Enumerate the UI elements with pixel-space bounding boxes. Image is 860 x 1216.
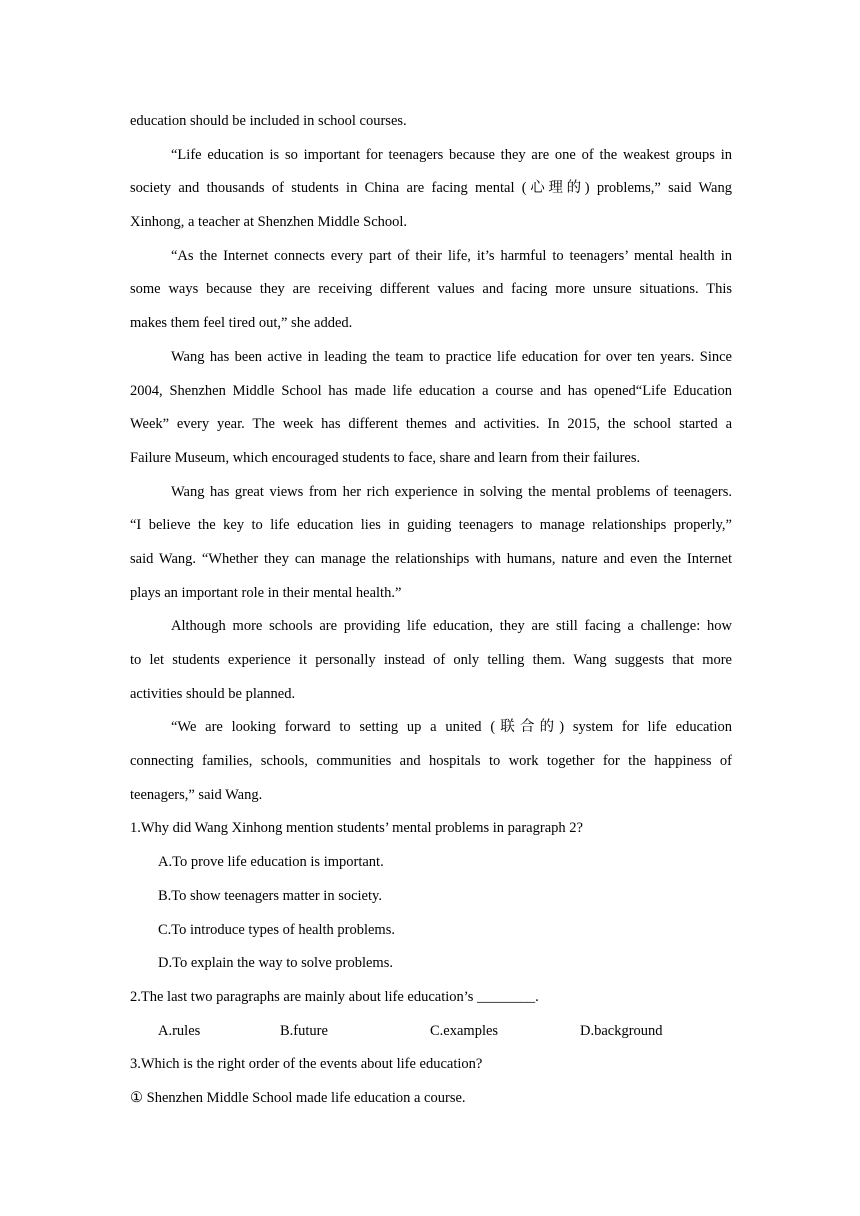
question-2-option-a: A.rules (158, 1022, 201, 1039)
question-2-option-b: B.future (280, 1022, 328, 1039)
question-3-item-1: ① Shenzhen Middle School made life education a course. (130, 1089, 466, 1106)
question-2-option-c: C.examples (430, 1022, 499, 1039)
paragraph-line: education should be included in school courses. (130, 113, 407, 129)
question-2-options (130, 1015, 732, 1049)
paragraph-line: plays an important role in their mental health.” (130, 584, 402, 601)
paragraph-line: Week” every year. The week has different themes and activities. In 2015, the school started a (130, 416, 732, 433)
document-page (130, 105, 732, 1116)
paragraph-line: Failure Museum, which encouraged students to face, share and learn from their failures. (130, 449, 641, 466)
paragraph-line: teenagers,” said Wang. (130, 786, 263, 803)
paragraph-line: Wang has great views from her rich experience in solving the mental problems of teenagers. (171, 483, 732, 500)
paragraph-line: makes them feel tired out,” she added. (130, 315, 353, 332)
question-1-option-b: B.To show teenagers matter in society. (158, 887, 382, 904)
paragraph-line: 2004, Shenzhen Middle School has made life education a course and has opened“Life Education (130, 382, 732, 399)
paragraph-line: said Wang. “Whether they can manage the relationships with humans, nature and even the Internet (130, 550, 732, 567)
paragraph-line: some ways because they are receiving different values and facing more unsure situations. This (130, 281, 732, 298)
question-1-option-c: C.To introduce types of health problems. (158, 921, 395, 938)
paragraph-line: “We are looking forward to setting up a united (联合的) system for life education (171, 719, 732, 736)
paragraph-line: “I believe the key to life education lies in guiding teenagers to manage relationships properly,” (130, 517, 732, 534)
paragraph-line: Wang has been active in leading the team to practice life education for over ten years. Since (171, 348, 732, 365)
question-1-stem: 1.Why did Wang Xinhong mention students’ mental problems in paragraph 2? (130, 820, 583, 837)
paragraph-line: to let students experience it personally instead of only telling them. Wang suggests that more (130, 652, 732, 668)
paragraph-line: Xinhong, a teacher at Shenzhen Middle School. (130, 214, 408, 231)
paragraph-line: connecting families, schools, communities and hospitals to work together for the happiness of (130, 753, 732, 770)
question-2-stem: 2.The last two paragraphs are mainly about life education’s ________. (130, 988, 539, 1005)
paragraph-line: Although more schools are providing life education, they are still facing a challenge: how (171, 618, 732, 635)
question-1-option-a: A.To prove life education is important. (158, 854, 384, 871)
paragraph-line: “As the Internet connects every part of their life, it’s harmful to teenagers’ mental health in (171, 247, 732, 264)
question-2-option-d: D.background (580, 1022, 663, 1039)
question-1-option-d: D.To explain the way to solve problems. (158, 955, 393, 972)
paragraph-line: society and thousands of students in China are facing mental (心理的) problems,” said Wang (130, 180, 732, 197)
paragraph-line: “Life education is so important for teenagers because they are one of the weakest groups in (171, 146, 732, 163)
paragraph-line: activities should be planned. (130, 685, 296, 702)
question-3-stem: 3.Which is the right order of the events about life education? (130, 1056, 483, 1073)
